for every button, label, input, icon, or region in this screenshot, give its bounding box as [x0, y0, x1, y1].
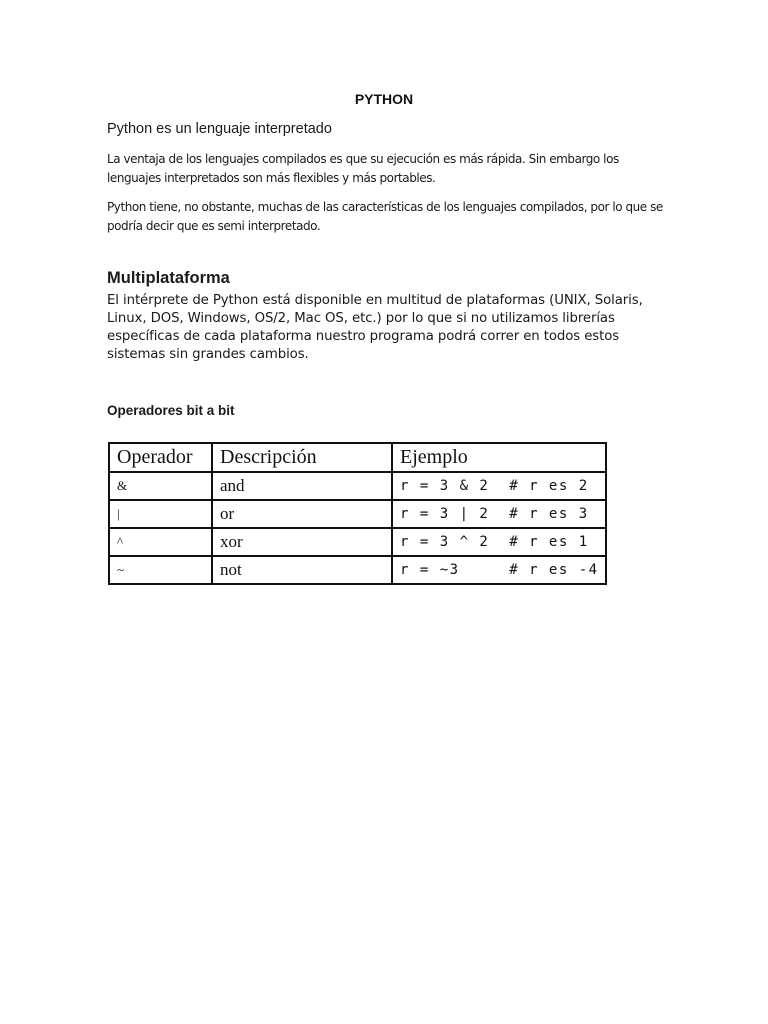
- table-row: [109, 556, 606, 584]
- operator-cell: |: [109, 500, 212, 528]
- table-row: [109, 500, 606, 528]
- paragraph-semi-interpreted: Python tiene, no obstante, muchas de las características de los lenguajes compilados, por lo que se podría decir que es semi interpretado.: [107, 200, 663, 233]
- table-header-row: [109, 443, 606, 472]
- operator-cell: &: [109, 472, 212, 500]
- operator-cell: ^: [109, 528, 212, 556]
- example-cell: r = 3 & 2 # r es 2: [392, 472, 606, 500]
- example-cell: r = 3 ^ 2 # r es 1: [392, 528, 606, 556]
- paragraph-compiled-vs-interpreted: La ventaja de los lenguajes compilados es que su ejecución es más rápida. Sin embargo los lenguajes interpretados son más flexibles y más portables.: [107, 152, 619, 185]
- example-cell: r = 3 | 2 # r es 3: [392, 500, 606, 528]
- description-cell: not: [212, 556, 392, 584]
- subtitle: Python es un lenguaje interpretado: [107, 121, 332, 137]
- bitwise-operators-table: [108, 442, 607, 585]
- description-cell: and: [212, 472, 392, 500]
- column-header-descripcion: Descripción: [212, 443, 392, 472]
- column-header-operador: Operador: [109, 443, 212, 472]
- operators-heading: Operadores bit a bit: [107, 403, 235, 418]
- description-cell: or: [212, 500, 392, 528]
- table-row: [109, 472, 606, 500]
- section-body-multiplataforma: El intérprete de Python está disponible en multitud de plataformas (UNIX, Solaris, Linux, DOS, Windows, OS/2, Mac OS, etc.) por lo que si no utilizamos librerías específicas de cada plataforma nuestro programa podrá correr en todos estos sistemas sin grandes cambios.: [107, 293, 643, 362]
- operator-cell: ~: [109, 556, 212, 584]
- column-header-ejemplo: Ejemplo: [392, 443, 606, 472]
- description-cell: xor: [212, 528, 392, 556]
- example-cell: r = ~3 # r es -4: [392, 556, 606, 584]
- page-title: PYTHON: [354, 91, 414, 107]
- table-row: [109, 528, 606, 556]
- section-heading-multiplataforma: Multiplataforma: [107, 269, 230, 287]
